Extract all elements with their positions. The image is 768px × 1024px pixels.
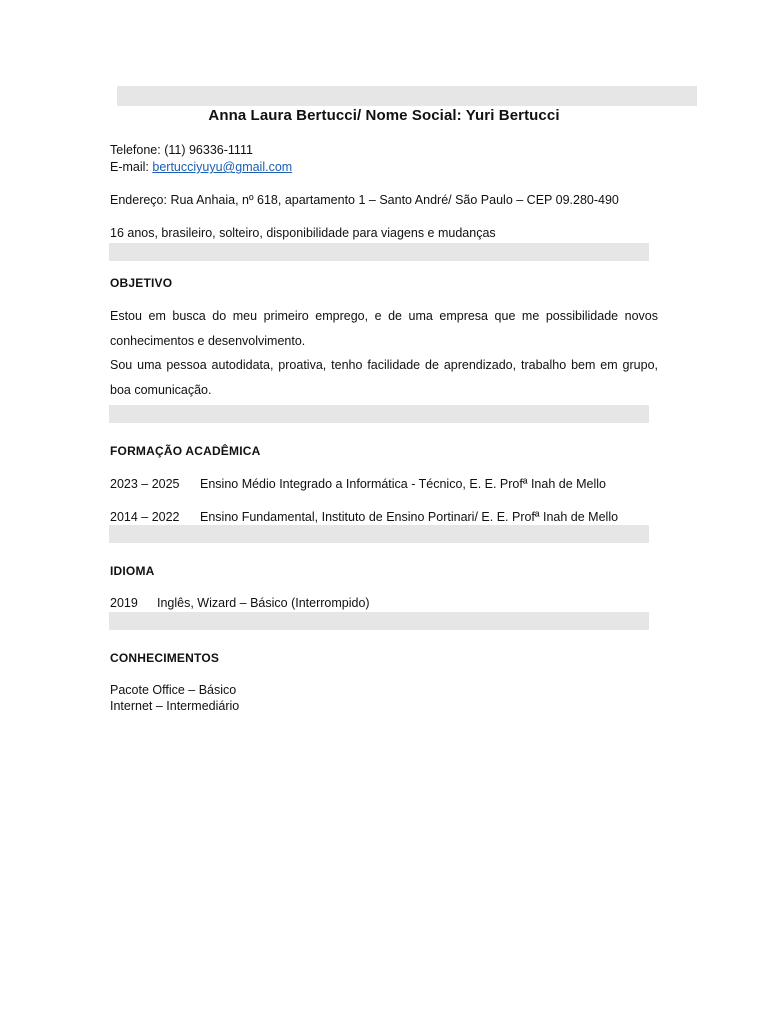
personal-info-line: 16 anos, brasileiro, solteiro, disponibilidade para viagens e mudanças <box>110 226 496 240</box>
email-label: E-mail: <box>110 160 153 174</box>
address-line: Endereço: Rua Anhaia, nº 618, apartamento 1 – Santo André/ São Paulo – CEP 09.280-490 <box>110 193 619 207</box>
education-period: 2014 – 2022 <box>110 510 180 524</box>
language-heading: IDIOMA <box>110 564 155 578</box>
education-item <box>110 477 606 491</box>
language-item <box>110 596 370 610</box>
section-divider-bar <box>109 405 649 423</box>
education-description: Ensino Médio Integrado a Informática - Técnico, E. E. Profª Inah de Mello <box>200 477 606 491</box>
email-line <box>110 160 292 174</box>
email-link[interactable]: bertucciyuyu@gmail.com <box>152 160 293 174</box>
language-description: Inglês, Wizard – Básico (Interrompido) <box>157 596 370 610</box>
education-heading: FORMAÇÃO ACADÊMICA <box>110 444 261 458</box>
education-period: 2023 – 2025 <box>110 477 180 491</box>
objective-heading: OBJETIVO <box>110 276 173 290</box>
education-item <box>110 510 618 524</box>
education-description: Ensino Fundamental, Instituto de Ensino Portinari/ E. E. Profª Inah de Mello <box>200 510 619 524</box>
header-shade-bar <box>117 86 697 106</box>
section-divider-bar <box>109 525 649 543</box>
skills-heading: CONHECIMENTOS <box>110 651 220 665</box>
objective-paragraph-2: Sou uma pessoa autodidata, proativa, tenho facilidade de aprendizado, trabalho bem em grupo, boa comunicação. <box>110 358 658 397</box>
phone-line: Telefone: (11) 96336-1111 <box>110 143 253 157</box>
skill-item: Internet – Intermediário <box>110 699 240 713</box>
section-divider-bar <box>109 243 649 261</box>
language-period: 2019 <box>110 596 138 610</box>
skill-item: Pacote Office – Básico <box>110 683 237 697</box>
section-divider-bar <box>109 612 649 630</box>
objective-paragraph-1: Estou em busca do meu primeiro emprego, e de uma empresa que me possibilidade novos conhecimentos e desenvolvimento. <box>110 309 658 348</box>
resume-title: Anna Laura Bertucci/ Nome Social: Yuri Bertucci <box>208 107 560 124</box>
